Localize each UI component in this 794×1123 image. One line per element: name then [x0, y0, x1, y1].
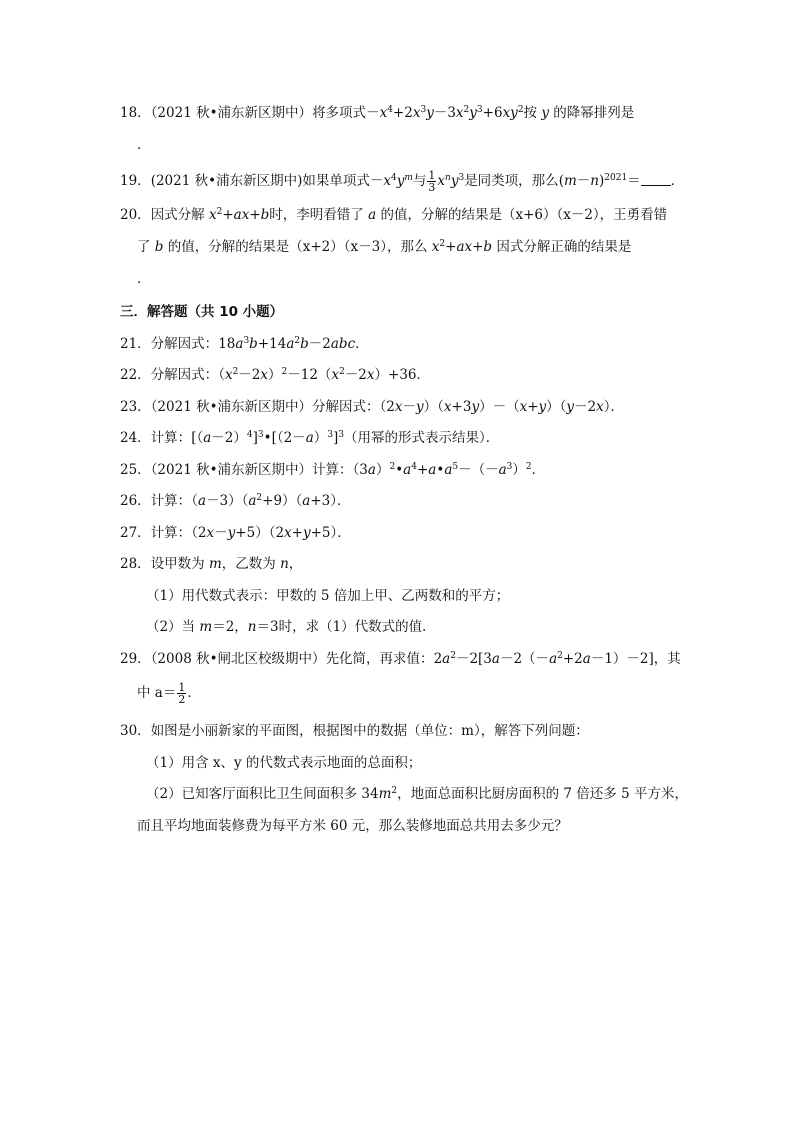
question-28-part-2: （2）当 m＝2，n＝3时，求（1）代数式的值． [146, 619, 436, 635]
expression: （2x－y+5）（2x+y+5）． [191, 525, 351, 541]
expression: $(x^2-2x)^2-12(x^2-2x)+36$． [218, 367, 431, 383]
section-heading: 三．解答题（共 10 小题） [120, 304, 284, 320]
question-29-line-2: 中 a＝ $\frac{1}{2}$ ． [137, 681, 201, 706]
question-28: 28．设甲数为 m，乙数为 n， [120, 556, 303, 572]
question-21: 21．分解因式：$18a^3b+14a^2b-2abc$． [120, 336, 369, 352]
question-20-line-1: 20．因式分解 $x^2+ax+b$时，李明看错了 a 的值，分解的结果是（x+6）（x－2），王勇看错 [120, 207, 668, 223]
question-26: 26．计算：$(a-3)(a^2+9)(a+3)$． [120, 493, 351, 509]
question-30: 30．如图是小丽新家的平面图，根据图中的数据（单位：m），解答下列问题： [120, 723, 589, 739]
monomial-2: $x^ny^3$ [437, 173, 465, 189]
polynomial-expression: $-x^4+2x^3y-3x^2y^3+6xy^2$ [366, 105, 524, 121]
expression: $2a^2-2[3a-2(-a^2+2a-1)-2]$ [433, 651, 654, 667]
monomial-1: $-x^4y^m$ [369, 173, 413, 189]
question-18: 18．（2021 秋•浦东新区期中）将多项式$-x^4+2x^3y-3x^2y^3+6xy^2$按 y 的降幂排列是 [120, 105, 635, 121]
quadratic-expression-2: $x^2+ax+b$ [431, 239, 493, 255]
question-30-part-1: （1）用含 x、y 的代数式表示地面的总面积； [146, 755, 422, 771]
fraction-one-half: $\frac{1}{2}$ [178, 681, 186, 706]
question-23: 23．（2021 秋•浦东新区期中）分解因式：（2x－y）（x+3y）－（x+y）（y－2x）． [120, 399, 625, 415]
question-24: 24．计算：$[(a-2)^4]^3•[(2-a)^3]^3$（用幂的形式表示结果）． [120, 430, 500, 446]
question-22: 22．分解因式：$(x^2-2x)^2-12(x^2-2x)+36$． [120, 367, 431, 383]
answer-blank[interactable] [641, 173, 671, 186]
expression: $(a-3)(a^2+9)(a+3)$． [191, 493, 351, 509]
question-20-line-2: 了 b 的值，分解的结果是（x+2）（x－3），那么 $x^2+ax+b$ 因式分解正确的结果是 [137, 239, 632, 255]
question-19: 19．(2021 秋•浦东新区期中)如果单项式$-x^4y^m$与 $\frac{1}{3}$ $x^ny^3$是同类项，那么$(m-n)^{2021}=$ ． [120, 169, 685, 194]
power-expression: $(m-n)^{2021}$ [558, 173, 628, 189]
question-20-end: ． [137, 271, 151, 287]
question-28-part-1: （1）用代数式表示：甲数的 5 倍加上甲、乙两数和的平方； [146, 588, 510, 604]
expression: $[(a-2)^4]^3•[(2-a)^3]^3$ [191, 430, 345, 446]
question-30-part-2: （2）已知客厅面积比卫生间面积多 $34m^2$，地面总面积比厨房面积的 7 倍还多 5 平方米， [146, 786, 688, 802]
fraction-one-third: $\frac{1}{3}$ [428, 169, 436, 194]
quadratic-expression: $x^2+ax+b$ [208, 207, 270, 223]
question-30-line-3: 而且平均地面装修费为每平方米 60 元，那么装修地面总共用去多少元？ [137, 818, 568, 834]
question-29: 29．（2008 秋•闸北区校级期中）先化简，再求值：$2a^2-2[3a-2(-a^2+2a-1)-2]$，其 [120, 651, 681, 667]
expression: $18a^3b+14a^2b-2abc$． [218, 336, 369, 352]
question-18-end: ． [137, 137, 151, 153]
question-27: 27．计算：（2x－y+5）（2x+y+5）． [120, 525, 351, 541]
expression: $(3a)^2•a^4+a•a^5-(-a^3)^2$． [352, 462, 546, 478]
expression: （2x－y）（x+3y）－（x+y）（y－2x）． [379, 399, 625, 415]
question-25: 25．（2021 秋•浦东新区期中）计算：$(3a)^2•a^4+a•a^5-(-a^3)^2$． [120, 462, 546, 478]
